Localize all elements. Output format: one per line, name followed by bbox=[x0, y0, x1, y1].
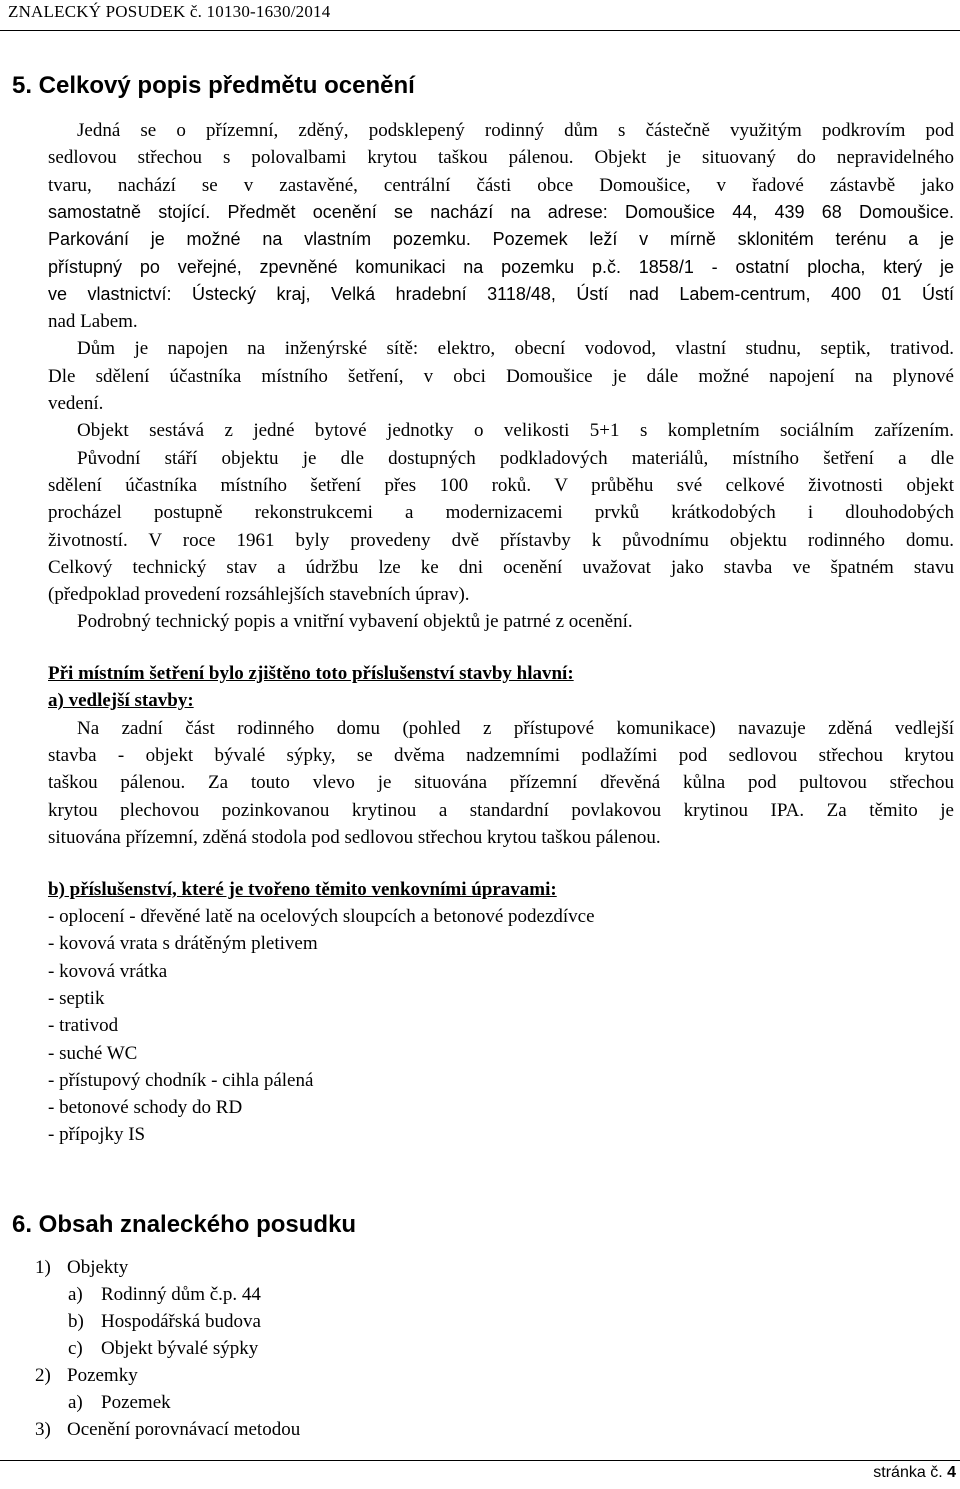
contents-item-text: Objekty bbox=[67, 1257, 129, 1278]
secondary-buildings-line: situována přízemní, zděná stodola pod sedlovou střechou krytou taškou pálenou. bbox=[48, 827, 661, 848]
contents-item-text: Hospodářská budova bbox=[101, 1311, 261, 1332]
body-line: ve vlastnictví: Ústecký kraj, Velká hradební 3118/48, Ústí nad Labem-centrum, 400 01 Ústí bbox=[48, 284, 954, 304]
section-5-heading: 5. Celkový popis předmětu ocenění bbox=[12, 72, 415, 99]
body-line: sedlovou střechou s polovalbami krytou taškou pálenou. Objekt je situovaný do nepravidelného bbox=[48, 147, 954, 168]
contents-item-number: 1) bbox=[35, 1257, 51, 1278]
body-line: vedení. bbox=[48, 393, 104, 414]
improvement-item: - trativod bbox=[48, 1015, 119, 1036]
body-line: Podrobný technický popis a vnitřní vybavení objektů je patrné z ocenění. bbox=[77, 611, 633, 632]
body-line: Původní stáří objektu je dle dostupných podkladových materiálů, místního šetření a dle bbox=[77, 448, 954, 469]
secondary-buildings-line: Na zadní část rodinného domu (pohled z přístupové komunikace) navazuje zděná vedlejší bbox=[77, 718, 954, 739]
body-line: Dle sdělení účastníka místního šetření, v obci Domoušice je dále možné napojení na plynové bbox=[48, 366, 954, 387]
accessories-heading: Při místním šetření bylo zjištěno toto příslušenství stavby hlavní: bbox=[48, 663, 574, 684]
contents-item-number: a) bbox=[68, 1284, 83, 1305]
improvement-item: - kovová vrátka bbox=[48, 961, 168, 982]
body-line: tvaru, nachází se v zastavěné, centrální části obce Domoušice, v řadové zástavbě jako bbox=[48, 175, 954, 196]
contents-item-text: Rodinný dům č.p. 44 bbox=[101, 1284, 261, 1305]
improvement-item: - kovová vrata s drátěným pletivem bbox=[48, 933, 318, 954]
body-line: přístupný po veřejné, zpevněné komunikaci na pozemku p.č. 1858/1 - ostatní plocha, který je bbox=[48, 257, 954, 277]
contents-item-number: a) bbox=[68, 1392, 83, 1413]
secondary-buildings-line: stavba - objekt bývalé sýpky, se dvěma nadzemními podlažími pod sedlovou střechou krytou bbox=[48, 745, 954, 766]
body-line: životností. V roce 1961 byly provedeny dvě přístavby k původnímu objektu rodinného domu. bbox=[48, 530, 954, 551]
secondary-buildings-heading: a) vedlejší stavby: bbox=[48, 690, 194, 711]
body-line: Jedná se o přízemní, zděný, podsklepený rodinný dům s částečně využitým podkrovím pod bbox=[77, 120, 954, 141]
page-label: stránka č. bbox=[873, 1464, 943, 1481]
improvement-item: - suché WC bbox=[48, 1043, 138, 1064]
secondary-buildings-line: taškou pálenou. Za touto vlevo je situována přízemní dřevěná kůlna pod pultovou střechou bbox=[48, 772, 954, 793]
contents-item-number: 3) bbox=[35, 1419, 51, 1440]
improvement-item: - betonové schody do RD bbox=[48, 1097, 243, 1118]
contents-item-text: Ocenění porovnávací metodou bbox=[67, 1419, 301, 1440]
improvement-item: - přístupový chodník - cihla pálená bbox=[48, 1070, 314, 1091]
body-line: Objekt sestává z jedné bytové jednotky o velikosti 5+1 s kompletním sociálním zařízením. bbox=[77, 420, 954, 441]
body-line: samostatně stojící. Předmět ocenění se nachází na adrese: Domoušice 44, 439 68 Domoušice. bbox=[48, 202, 954, 222]
contents-item-number: 2) bbox=[35, 1365, 51, 1386]
body-line: sdělení účastníka místního šetření přes 100 roků. V průběhu své celkové životnosti objekt bbox=[48, 475, 954, 496]
contents-item-text: Pozemek bbox=[101, 1392, 171, 1413]
body-line: procházel postupně rekonstrukcemi a modernizacemi prvků krátkodobých i dlouhodobých bbox=[48, 502, 954, 523]
body-line: Dům je napojen na inženýrské sítě: elektro, obecní vodovod, vlastní studnu, septik, trativod. bbox=[77, 338, 954, 359]
secondary-buildings-line: krytou plechovou pozinkovanou krytinou a standardní povlakovou krytinou IPA. Za těmito je bbox=[48, 800, 954, 821]
contents-item-number: c) bbox=[68, 1338, 83, 1359]
document-header: ZNALECKÝ POSUDEK č. 10130-1630/2014 bbox=[8, 2, 331, 21]
improvements-heading: b) příslušenství, které je tvořeno těmito venkovními úpravami: bbox=[48, 879, 557, 900]
body-line: Parkování je možné na vlastním pozemku. Pozemek leží v mírně sklonitém terénu a je bbox=[48, 229, 954, 249]
body-line: Celkový technický stav a údržbu lze ke dni ocenění uvažovat jako stavba ve špatném stavu bbox=[48, 557, 954, 578]
body-line: (předpoklad provedení rozsáhlejších stavebních úprav). bbox=[48, 584, 470, 605]
improvement-item: - septik bbox=[48, 988, 105, 1009]
page-footer bbox=[873, 1464, 956, 1482]
header-divider bbox=[0, 30, 960, 31]
section-6-heading: 6. Obsah znaleckého posudku bbox=[12, 1211, 357, 1238]
footer-divider bbox=[0, 1460, 960, 1461]
page-number: 4 bbox=[947, 1464, 956, 1481]
improvement-item: - přípojky IS bbox=[48, 1124, 146, 1145]
contents-item-text: Objekt bývalé sýpky bbox=[101, 1338, 259, 1359]
body-line: nad Labem. bbox=[48, 311, 138, 332]
contents-item-number: b) bbox=[68, 1311, 84, 1332]
improvement-item: - oplocení - dřevěné latě na ocelových sloupcích a betonové podezdívce bbox=[48, 906, 595, 927]
contents-item-text: Pozemky bbox=[67, 1365, 138, 1386]
